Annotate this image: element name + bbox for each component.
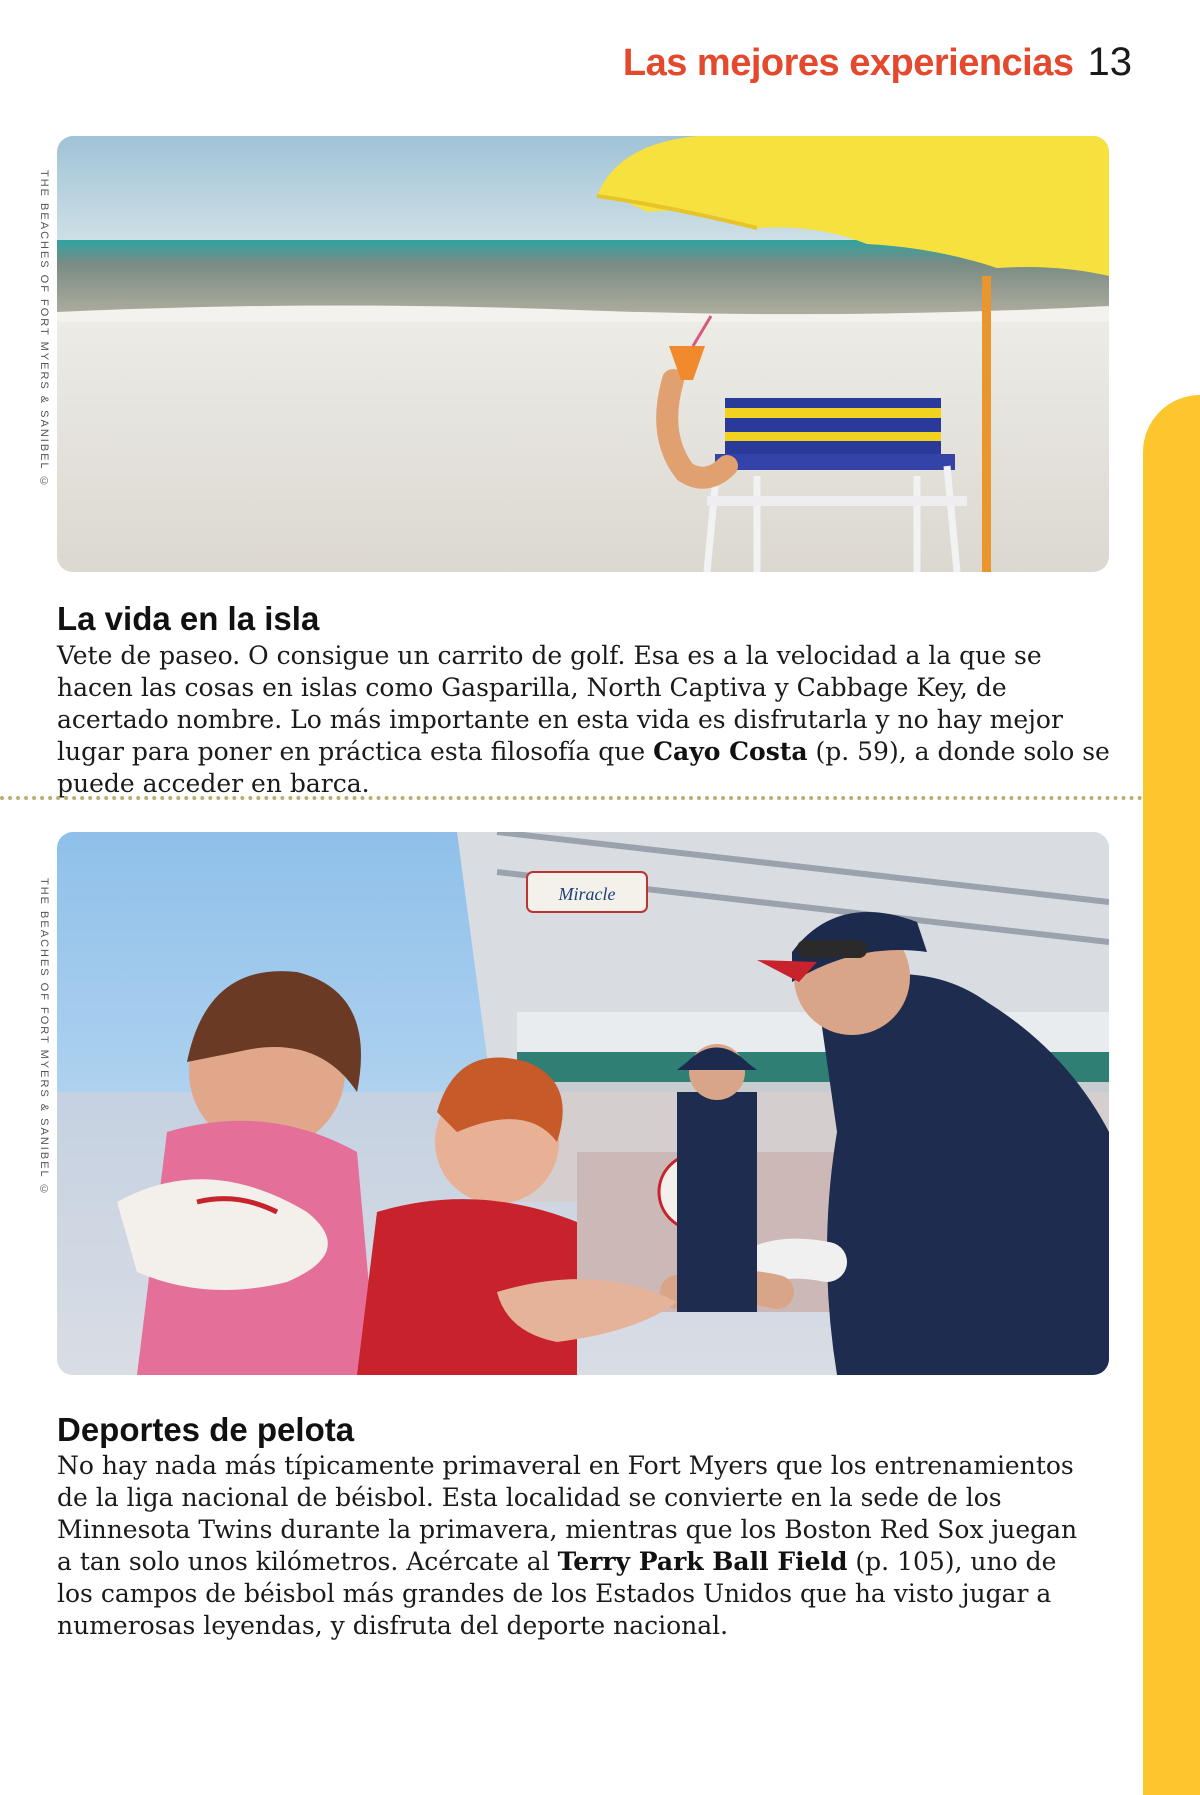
section-title-baseball: Deportes de pelota — [57, 1411, 355, 1448]
beach-photo — [57, 136, 1109, 572]
baseball-photo — [57, 832, 1109, 1375]
section-tab — [1143, 395, 1200, 1795]
body-text-part: Vete de paseo. O consigue un carrito de golf. Esa es a la velocidad a la que se hacen las cosas en islas como Gasparilla, North Captiva y Cabbage Key, de acertado nombre. Lo más importante en esta vida es disfrutarla y no hay mejor lugar para poner en práctica esta filosofía que — [57, 641, 1063, 766]
section-body-baseball — [57, 1450, 1087, 1642]
page-number: 13 — [1087, 40, 1132, 84]
body-text-part: (p. 105), uno de los campos de béisbol más grandes de los Estados Unidos que ha visto jugar a numerosas leyendas, y disfruta del deporte nacional. — [57, 1547, 1057, 1640]
page-title: Las mejores experiencias — [622, 42, 1074, 84]
section-body-island — [57, 640, 1117, 800]
section-divider — [0, 796, 1143, 800]
photo-credit: THE BEACHES OF FORT MYERS & SANIBEL © — [38, 878, 50, 1198]
body-text-part: No hay nada más típicamente primaveral en Fort Myers que los entrenamientos de la liga nacional de béisbol. Esta localidad se convierte en la sede de los Minnesota Twins durante la primavera, mientras que los Boston Red Sox juegan a tan solo unos kilómetros. Acércate al — [57, 1451, 1078, 1576]
body-text-part: (p. 59), a donde solo se puede acceder en barca. — [57, 737, 1110, 798]
section-title-island: La vida en la isla — [57, 600, 320, 637]
page-header — [623, 40, 1132, 85]
highlight-terry-park: Terry Park Ball Field — [557, 1547, 848, 1576]
highlight-cayo-costa: Cayo Costa — [653, 737, 808, 766]
miracle-sign: Miracle — [558, 884, 616, 904]
photo-credit: THE BEACHES OF FORT MYERS & SANIBEL © — [38, 170, 50, 490]
